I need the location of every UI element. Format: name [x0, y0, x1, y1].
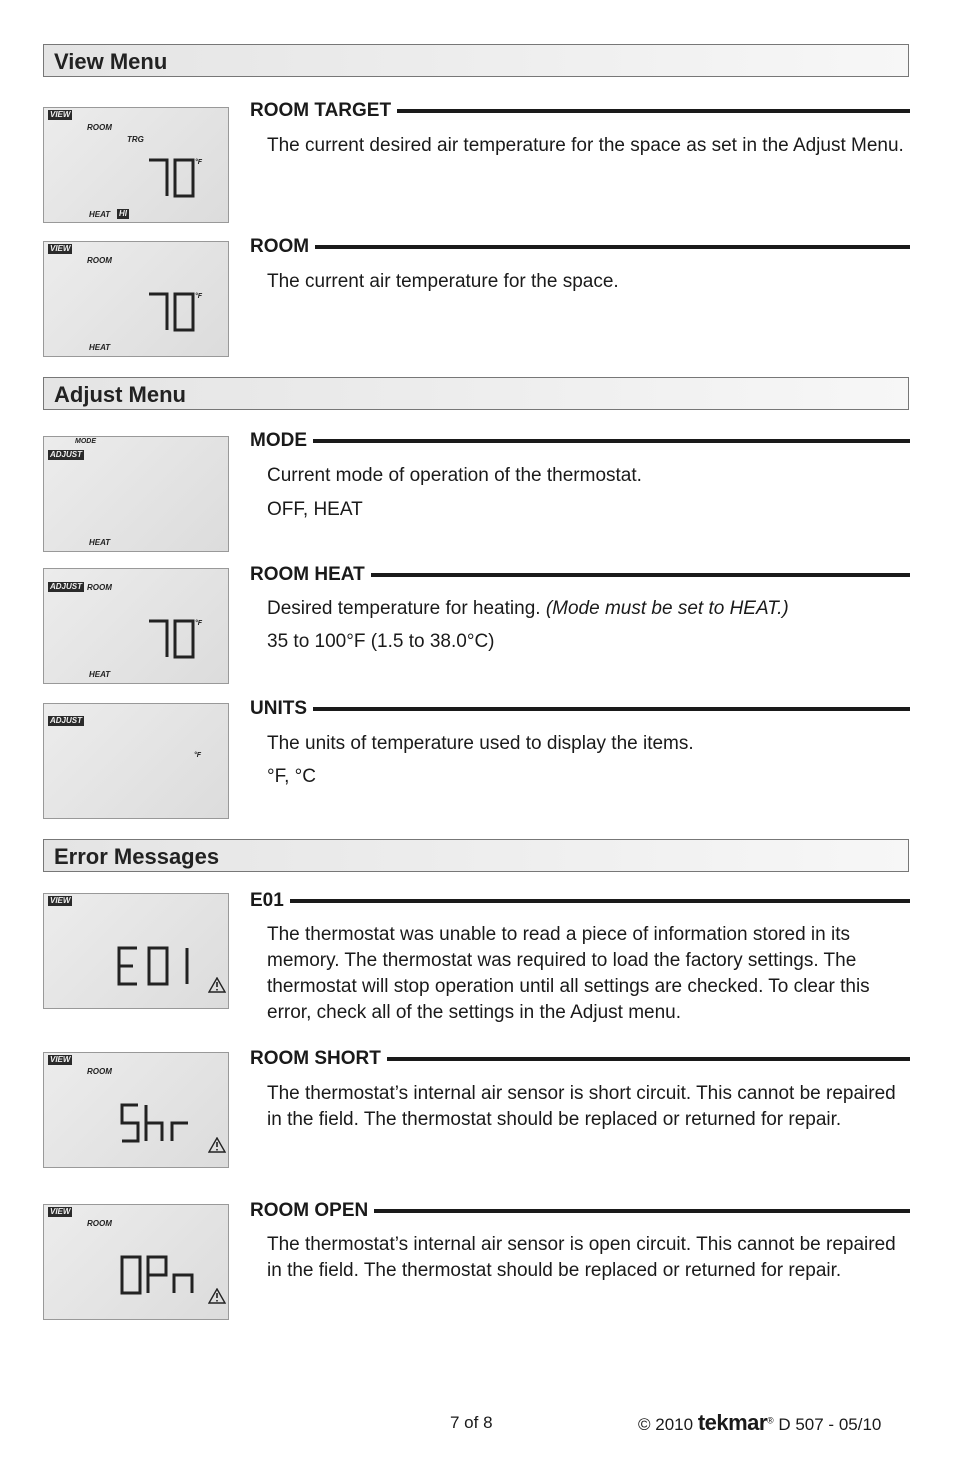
item-heading-room-short — [250, 1048, 910, 1070]
section-title: View Menu — [54, 49, 168, 74]
section-title: Adjust Menu — [54, 382, 186, 407]
hi-tag: HI — [119, 209, 127, 218]
item-title: ROOM SHORT — [250, 1048, 387, 1070]
item-title: ROOM OPEN — [250, 1200, 374, 1222]
seven-seg-70 — [147, 292, 197, 332]
heat-label: HEAT — [89, 538, 111, 547]
room-label: ROOM — [87, 256, 112, 265]
item-description: The current desired air temperature for the space as set in the Adjust Menu. — [267, 135, 904, 156]
room-label: ROOM — [87, 1067, 112, 1076]
item-description: The units of temperature used to display the items. — [267, 733, 694, 754]
item-title: ROOM — [250, 236, 315, 258]
registered-mark: ® — [766, 1415, 774, 1426]
seven-seg-shr — [120, 1103, 192, 1143]
heat-label: HEAT — [89, 343, 111, 352]
footer-brand — [638, 1410, 881, 1436]
heading-rule — [250, 439, 910, 443]
degree-f-label: °F — [194, 752, 202, 759]
section-header-view-menu — [43, 44, 909, 77]
lcd-display-room-heat — [43, 568, 229, 684]
item-title: E01 — [250, 890, 290, 912]
item-heading-e01 — [250, 890, 910, 912]
item-title: MODE — [250, 430, 313, 452]
item-description: The thermostat was unable to read a piece of information stored in its memory. The thermostat was required to load the factory settings. The thermostat will stop operation until all settings are checked. To clear this error, check all of the settings in the Adjust menu. — [267, 924, 870, 1023]
section-title: Error Messages — [54, 844, 220, 869]
view-tag: VIEW — [50, 896, 71, 905]
degree-f-label: °F — [195, 620, 203, 627]
lcd-display-mode — [43, 436, 229, 552]
lcd-display-room-open — [43, 1204, 229, 1320]
heading-rule — [250, 245, 910, 249]
item-title: ROOM HEAT — [250, 564, 371, 586]
adjust-tag: ADJUST — [50, 716, 83, 725]
heading-rule — [250, 707, 910, 711]
view-tag: VIEW — [50, 1055, 71, 1064]
description-text: Desired temperature for heating. — [267, 598, 541, 619]
degree-f-label: °F — [195, 293, 203, 300]
copyright: © 2010 — [638, 1415, 694, 1434]
mode-label: MODE — [75, 438, 96, 445]
room-label: ROOM — [87, 123, 112, 132]
item-heading-mode — [250, 430, 910, 452]
heat-label: HEAT — [89, 210, 111, 219]
section-header-adjust-menu — [43, 377, 909, 410]
lcd-display-room-target — [43, 107, 229, 223]
item-title: ROOM TARGET — [250, 100, 397, 122]
item-description: The current air temperature for the space. — [267, 271, 619, 292]
item-description — [267, 596, 912, 622]
warning-triangle-icon — [208, 977, 226, 993]
adjust-tag: ADJUST — [50, 450, 83, 459]
page-number: 7 of 8 — [450, 1413, 493, 1432]
item-description: The thermostat’s internal air sensor is short circuit. This cannot be repaired in the field. The thermostat should be replaced or returned for repair. — [267, 1083, 896, 1130]
description-note: (Mode must be set to HEAT.) — [545, 598, 789, 619]
seven-seg-e01 — [117, 946, 197, 986]
view-tag: VIEW — [50, 1207, 71, 1216]
heat-label: HEAT — [89, 670, 111, 679]
seven-seg-opn — [120, 1255, 194, 1295]
item-description: Current mode of operation of the thermostat. — [267, 465, 642, 486]
degree-f-label: °F — [195, 159, 203, 166]
lcd-display-room-short — [43, 1052, 229, 1168]
item-heading-room — [250, 236, 910, 258]
lcd-display-e01 — [43, 893, 229, 1009]
lcd-display-room — [43, 241, 229, 357]
item-range: 35 to 100°F (1.5 to 38.0°C) — [267, 631, 495, 652]
room-label: ROOM — [87, 583, 112, 592]
item-heading-room-target — [250, 100, 910, 122]
warning-triangle-icon — [208, 1137, 226, 1153]
view-tag: VIEW — [50, 110, 71, 119]
document-code: D 507 - 05/10 — [778, 1415, 882, 1434]
item-range: OFF, HEAT — [267, 499, 363, 520]
item-range: °F, °C — [267, 766, 316, 787]
trg-label: TRG — [127, 135, 144, 144]
item-heading-room-open — [250, 1200, 910, 1222]
seven-seg-70 — [147, 158, 197, 198]
item-heading-room-heat — [250, 564, 910, 586]
section-header-error-messages — [43, 839, 909, 872]
item-title: UNITS — [250, 698, 313, 720]
heading-rule — [250, 899, 910, 903]
item-heading-units — [250, 698, 910, 720]
view-tag: VIEW — [50, 244, 71, 253]
item-description: The thermostat’s internal air sensor is open circuit. This cannot be repaired in the field. The thermostat should be replaced or returned for repair. — [267, 1234, 896, 1281]
lcd-display-units — [43, 703, 229, 819]
seven-seg-70 — [147, 619, 197, 659]
room-label: ROOM — [87, 1219, 112, 1228]
warning-triangle-icon — [208, 1288, 226, 1304]
tekmar-logo: tekmar — [697, 1410, 767, 1435]
adjust-tag: ADJUST — [50, 582, 83, 591]
